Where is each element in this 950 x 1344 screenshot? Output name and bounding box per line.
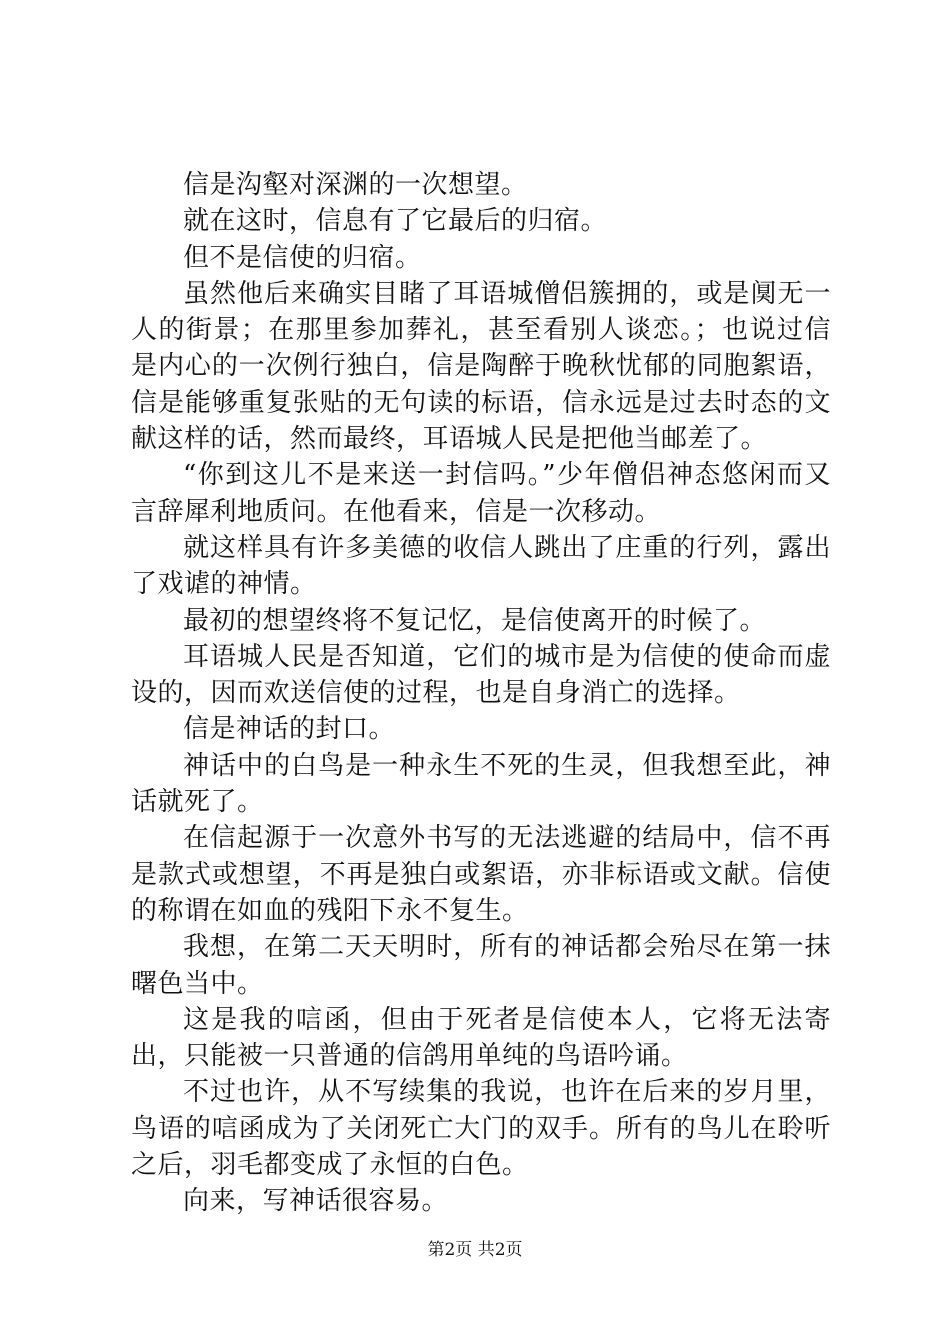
paragraph: 向来，写神话很容易。 (183, 1186, 449, 1217)
page-number-footer: 第2页 共2页 (427, 1240, 523, 1260)
paragraph: 最初的想望终将不复记忆，是信使离开的时候了。 (183, 605, 767, 636)
paragraph: 神话中的白鸟是一种永生不死的生灵，但我想至此，神话就死了。 (131, 750, 831, 818)
paragraph: 就在这时，信息有了它最后的归宿。 (183, 206, 608, 237)
paragraph: 这是我的唁函，但由于死者是信使本人，它将无法寄出，只能被一只普通的信鸽用单纯的鸟语吟诵。 (131, 1004, 831, 1072)
paragraph: 虽然他后来确实目睹了耳语城僧侣簇拥的，或是阒无一人的街景；在那里参加葬礼，甚至看别人谈恋。；也说过信是内心的一次例行独白，信是陶醉于晚秋忧郁的同胞絮语，信是能够重复张贴的无句读的标语，信永远是过去时态的文献这样的话，然而最终，耳语城人民是把他当邮差了。 (131, 278, 831, 455)
paragraph: 信是沟壑对深渊的一次想望。 (183, 170, 528, 200)
paragraph: 信是神话的封口。 (183, 714, 396, 745)
paragraph: 但不是信使的归宿。 (183, 242, 422, 273)
paragraph: 就这样具有许多美德的收信人跳出了庄重的行列，露出了戏谑的神情。 (131, 532, 831, 600)
document-body (131, 167, 831, 1220)
paragraph: “你到这儿不是来送一封信吗。”少年僧侣神态悠闲而又言辞犀利地质问。在他看来，信是一次移动。 (131, 460, 831, 527)
paragraph: 我想，在第二天天明时，所有的神话都会殆尽在第一抹曙色当中。 (131, 932, 831, 999)
paragraph: 不过也许，从不写续集的我说，也许在后来的岁月里，鸟语的唁函成为了关闭死亡大门的双手。所有的鸟儿在聆听之后，羽毛都变成了永恒的白色。 (131, 1077, 831, 1181)
paragraph: 耳语城人民是否知道，它们的城市是为信使的使命而虚设的，因而欢送信使的过程，也是自身消亡的选择。 (131, 641, 831, 709)
paragraph: 在信起源于一次意外书写的无法逃避的结局中，信不再是款式或想望，不再是独白或絮语，亦非标语或文献。信使的称谓在如血的残阳下永不复生。 (131, 823, 831, 926)
